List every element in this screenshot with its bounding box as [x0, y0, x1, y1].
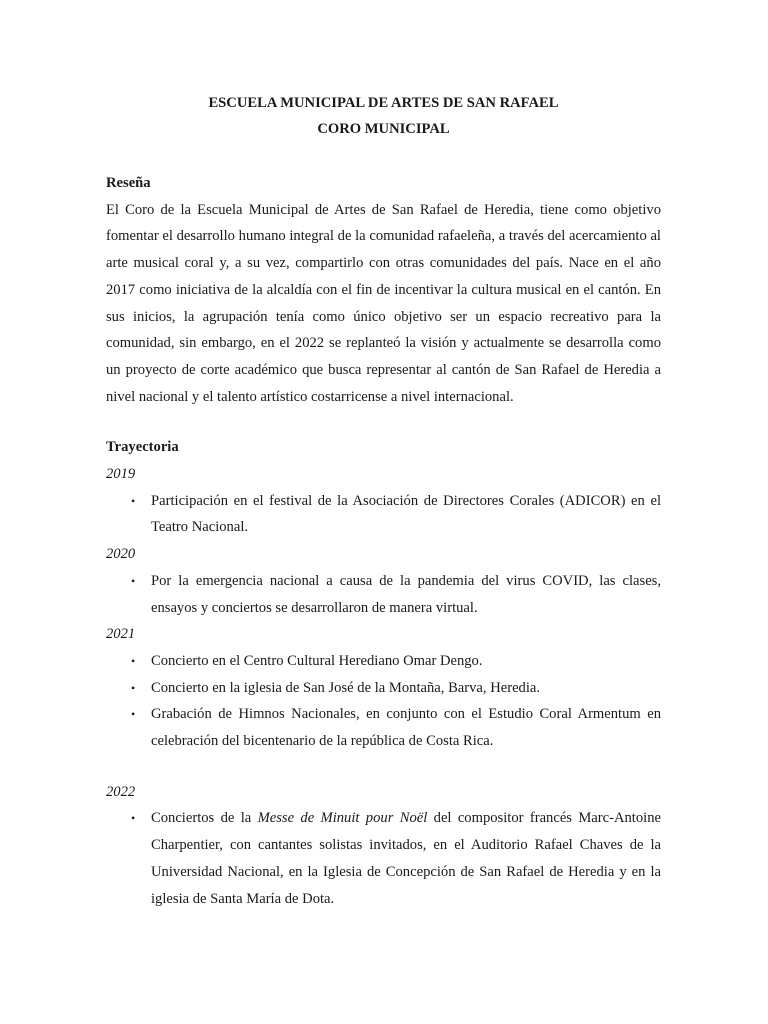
list-item-text: Concierto en la iglesia de San José de la Montaña, Barva, Heredia.	[151, 679, 541, 696]
bullet-icon: •	[131, 653, 136, 668]
list-item-text-end: del compositor francés Marc-Antoine Charpentier, con cantantes solistas invitados, en el Auditorio Rafael Chaves de la Universidad Nacional, en la Iglesia de Concepción de San Rafael de Heredia y en la iglesia de Santa María de Dota.	[151, 810, 661, 907]
bullet-list-2022	[106, 805, 661, 912]
list-item-text: Participación en el festival de la Asociación de Directores Corales (ADICOR) en el Teatro Nacional.	[151, 492, 661, 536]
work-title: Messe de Minuit pour Noël	[257, 810, 428, 827]
bullet-icon: •	[131, 493, 136, 508]
list-item-text: Grabación de Himnos Nacionales, en conjunto con el Estudio Coral Armentum en celebración del bicentenario de la república de Costa Rica.	[151, 706, 661, 750]
resena-paragraph: El Coro de la Escuela Municipal de Artes de San Rafael de Heredia, tiene como objetivo fomentar el desarrollo humano integral de la comunidad rafaeleña, a través del acercamiento al arte musical coral y, a su vez, compartirlo con otras comunidades del país. Nace en el año 2017 como iniciativa de la alcaldía con el fin de incentivar la cultura musical en el cantón. En sus inicios, la agrupación tenía como único objetivo ser un espacio recreativo para la comunidad, sin embargo, en el 2022 se replanteó la visión y actualmente se desarrolla como un proyecto de corte académico que busca representar al cantón de San Rafael de Heredia a nivel nacional y el talento artístico costarricense a nivel internacional.	[106, 201, 661, 405]
list-item-text: Concierto en el Centro Cultural Herediano Omar Dengo.	[151, 652, 483, 669]
year-2022: 2022	[106, 783, 136, 800]
list-item-text-start: Conciertos de la	[151, 810, 258, 827]
list-item	[106, 568, 661, 621]
bullet-list-2021	[106, 648, 661, 755]
bullet-list-2019	[106, 488, 661, 541]
bullet-icon: •	[131, 707, 136, 722]
list-item-text	[151, 810, 661, 906]
document-page	[106, 90, 661, 912]
bullet-icon: •	[131, 573, 136, 588]
list-item	[106, 648, 661, 675]
year-2020: 2020	[106, 546, 136, 563]
year-2019: 2019	[106, 466, 136, 483]
list-item	[106, 805, 661, 912]
year-2021: 2021	[106, 626, 136, 643]
bullet-icon: •	[131, 811, 136, 826]
document-title: ESCUELA MUNICIPAL DE ARTES DE SAN RAFAEL	[208, 95, 559, 111]
bullet-list-2020	[106, 568, 661, 621]
list-item	[106, 675, 661, 702]
list-item-text: Por la emergencia nacional a causa de la pandemia del virus COVID, las clases, ensayos y conciertos se desarrollaron de manera virtual.	[151, 572, 661, 616]
bullet-icon: •	[131, 680, 136, 695]
list-item	[106, 488, 661, 541]
resena-heading: Reseña	[106, 175, 151, 191]
list-item	[106, 701, 661, 754]
trayectoria-heading: Trayectoria	[106, 439, 179, 456]
document-subtitle: CORO MUNICIPAL	[317, 121, 450, 137]
